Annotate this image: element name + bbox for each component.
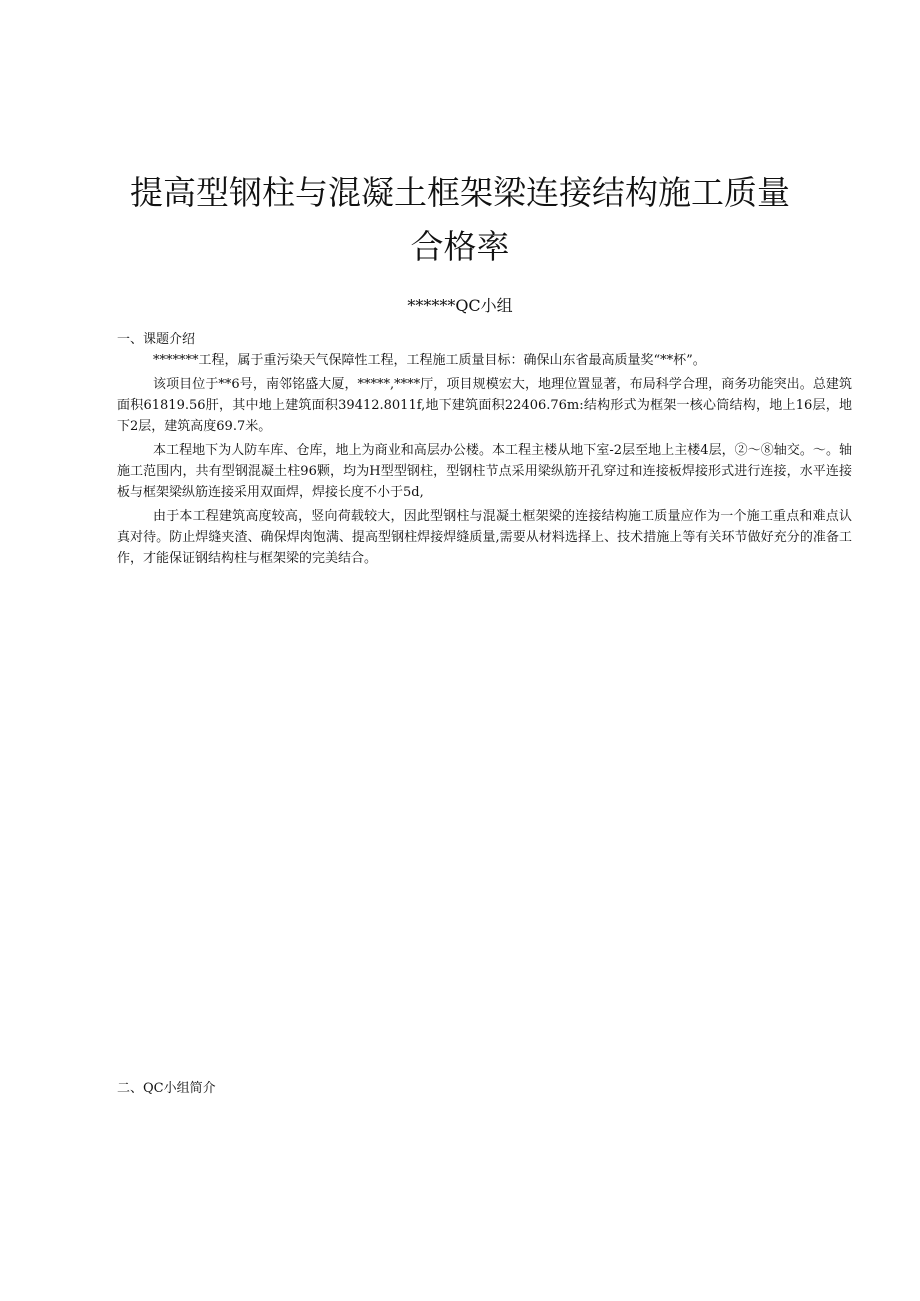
paragraph: 由于本工程建筑高度较高，竖向荷载较大，因此型钢柱与混凝土框架梁的连接结构施工质量应作为一个施工重点和难点认真对待。防止焊缝夹渣、确保焊肉饱满、提高型钢柱焊接焊缝质量,需要从材料选择上、技术措施上等有关环节做好充分的准备工作，才能保证钢结构柱与框架梁的完美结合。 (117, 509, 852, 566)
paragraph: 该项目位于**6号，南邻铭盛大厦，*****,****厅，项目规模宏大，地理位置显著，布局科学合理，商务功能突出。总建筑面积61819.56肝，其中地上建筑面积39412.8011f,地下建筑面积22406.76m:结构形式为框架一核心筒结构，地上16层，地下2层，建筑高度69.7米。 (117, 377, 852, 434)
paragraph: 本工程地下为人防车库、仓库，地上为商业和高层办公楼。本工程主楼从地下室-2层至地上主楼4层，②～⑧轴交。～。轴施工范围内，共有型钢混凝土柱96颗，均为H型型钢柱，型钢柱节点采用梁纵筋开孔穿过和连接板焊接形式进行连接，水平连接板与框架梁纵筋连接采用双面焊，焊接长度不小于5d, (117, 443, 852, 500)
paragraph: *******工程，属于重污染天气保障性工程，工程施工质量目标：确保山东省最高质量奖“**杯”。 (153, 353, 706, 368)
section-heading-topic-intro: 一、课题介绍 (117, 332, 196, 347)
document-title-line-2: 合格率 (410, 227, 510, 266)
qc-group-name: ******QC小组 (407, 296, 513, 315)
section-heading-qc-group-intro: 二、QC小组简介 (117, 1081, 216, 1096)
document-title-line-1: 提高型钢柱与混凝土框架梁连接结构施工质量 (130, 173, 790, 212)
section-body-topic-intro (117, 350, 852, 572)
